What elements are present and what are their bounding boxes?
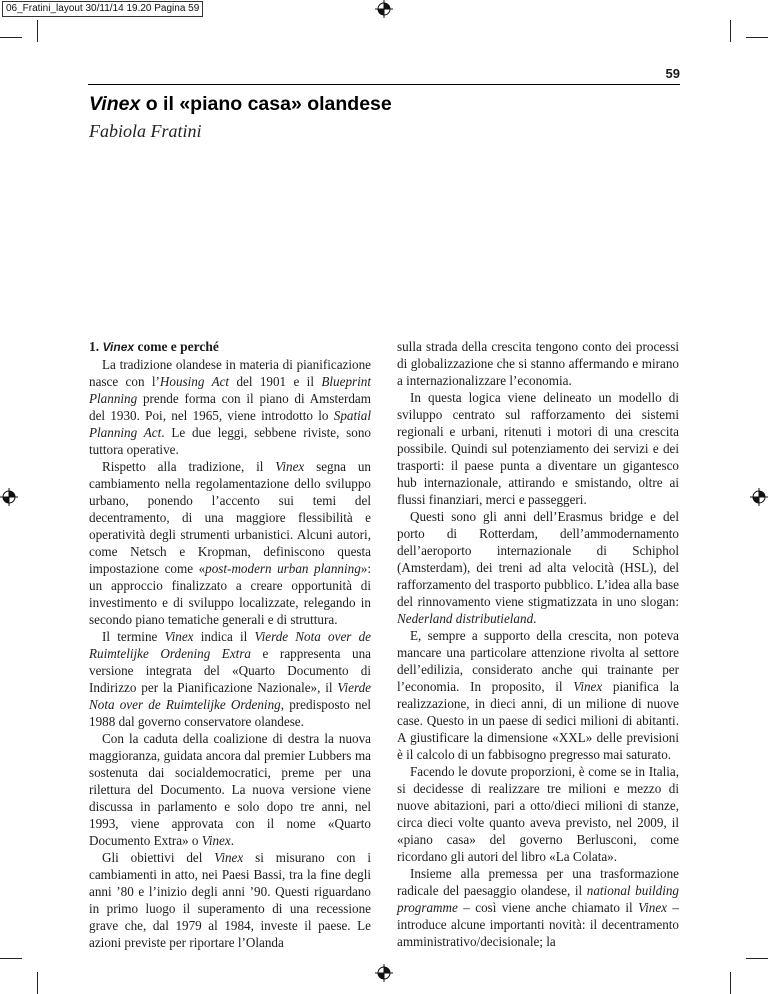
paragraph <box>89 730 371 849</box>
text-run: pianifica la realizzazione, in dieci anni, di un milione di nuove case. Questo in un paese di sedici milioni di abitanti. A giustificare la dimensione «XXL» delle previsioni è il calcolo di un fabbisogno pregresso mai saturato. <box>397 679 679 762</box>
registration-mark-right-icon <box>750 488 768 506</box>
italic-text: Vinex <box>638 900 668 915</box>
text-run: La tradizione olandese in materia di pianificazione nasce con l’ <box>89 357 371 389</box>
article-title-italic: Vinex <box>89 93 141 115</box>
text-run: Facendo le dovute proporzioni, è come se in Italia, si decidesse di realizzare tre milioni e mezzo di nuove abitazioni, pari a otto/dieci milioni di stanze, circa dieci volte quanto aveva previsto, nel 2009, il «piano casa» del governo Berlusconi, come ricordano gli autori del libro «La Colata». <box>397 764 679 864</box>
italic-text: Vinex <box>164 629 194 644</box>
right-column <box>397 338 679 950</box>
text-run: prende forma con il piano di Amsterdam del 1930. Poi, nel 1965, viene introdotto lo <box>89 391 371 423</box>
text-run: e rappresenta una versione integrata del «Quarto Documento di Indirizzo per la Pianificazione Nazionale», il <box>89 646 372 695</box>
header-rule <box>88 84 680 85</box>
text-run: Il termine <box>102 629 165 644</box>
section-number: 1. <box>89 339 100 354</box>
registration-mark-left-icon <box>0 488 18 506</box>
crop-mark-top-right-v <box>730 20 731 42</box>
text-run: segna un cambiamento nella regolamentazione dello sviluppo urbano, ponendo l’accento sui temi del decentramento, di una maggiore flessibilità e operatività degli strumenti urbanistici. Alcuni autori, come Netsch e Kropman, definiscono questa impostazione come « <box>89 459 371 576</box>
page-number: 59 <box>665 66 680 81</box>
paragraph <box>397 865 679 950</box>
text-run: Gli obiettivi del <box>102 850 215 865</box>
section-heading-rest: come e perché <box>134 339 219 354</box>
text-run: sulla strada della crescita tengono conto dei processi di globalizzazione che si stanno affermando e mirano a internazionalizzare l’economia. <box>397 339 679 388</box>
paragraph <box>397 508 679 627</box>
crop-mark-bottom-right-v <box>730 972 731 994</box>
paragraph <box>397 389 679 508</box>
italic-text: Vierde Nota over de Ruimtelijke Ordening Extra <box>89 629 372 661</box>
left-column <box>89 338 371 951</box>
italic-text: Housing Act <box>159 374 230 389</box>
section-heading <box>89 338 371 356</box>
text-run: del 1901 e il <box>229 374 322 389</box>
crop-mark-bottom-right-h <box>746 958 768 959</box>
text-run: In questa logica viene delineato un modello di sviluppo centrato sul rafforzamento dei sistemi regionali e urbani, ritenuti i motori di una crescita possibile. Quindi sul potenziamento dei servizi e dei trasporti: il paese punta a diventare un gigantesco hub internazionale, attirando e smistando, oltre ai flussi finanziari, merci e passeggeri. <box>397 390 679 507</box>
text-run: Con la caduta della coalizione di destra la nuova maggioranza, guidata ancora dal premier Lubbers ma sostenuta dai socialdemocratici, preme per una rilettura del Documento. La nuova versione viene discussa in parlamento e solo dopo tre anni, nel 1993, viene approvata con il nome «Quarto Documento Extra» o <box>89 731 371 848</box>
paragraph <box>89 356 371 458</box>
paragraph <box>89 849 371 951</box>
paragraph <box>397 338 679 389</box>
italic-text: national building programme <box>397 883 679 915</box>
print-slug: 06_Fratini_layout 30/11/14 19.20 Pagina 59 <box>2 1 203 17</box>
crop-mark-bottom-left-v <box>37 972 38 994</box>
crop-mark-bottom-left-h <box>0 958 22 959</box>
paragraph <box>89 458 371 628</box>
italic-text: Vinex <box>214 850 244 865</box>
italic-text: Vinex <box>573 679 603 694</box>
paragraph <box>397 627 679 763</box>
section-heading-italic: Vinex <box>102 340 135 354</box>
italic-text: Blueprint Planning <box>89 374 371 406</box>
text-run: . Le due leggi, sebbene riviste, sono tuttora operative. <box>89 425 371 457</box>
text-run: . <box>533 611 537 626</box>
text-run: si misurano con i cambiamenti in atto, nei Paesi Bassi, tra la fine degli anni ’80 e l’inizio degli anni ’90. Questi riguardano in primo luogo il superamento di una recessione grave che, dal 1979 al 1984, investe il paese. Le azioni previste per riportare l’Olanda <box>89 850 372 950</box>
registration-mark-top-icon <box>375 0 393 18</box>
registration-mark-bottom-icon <box>375 964 393 982</box>
text-run: Questi sono gli anni dell’Erasmus bridge e del porto di Rotterdam, dell’ammodernamento dell’aeroporto internazionale di Schiphol (Amsterdam), dei treni ad alta velocità (HSL), del rafforzamento del trasporto pubblico. L’idea alla base del rinnovamento viene stigmatizzata in uno slogan: <box>397 509 679 609</box>
italic-text: Vierde Nota over de Ruimtelijke Ordening <box>89 680 371 712</box>
paragraph <box>397 763 679 865</box>
italic-text: post-modern urban planning <box>205 561 361 576</box>
paragraph <box>89 628 371 730</box>
italic-text: Spatial Planning Act <box>89 408 371 440</box>
text-run: E, sempre a supporto della crescita, non poteva mancare una particolare attenzione rivolta al settore dell’edilizia, considerato anche qui trainante per l’economia. In proposito, il <box>397 628 679 694</box>
text-run: Insieme alla premessa per una trasformazione radicale del paesaggio olandese, il <box>397 866 679 898</box>
text-run: . <box>230 833 234 848</box>
left-column-body <box>89 356 371 951</box>
text-run: – così viene anche chiamato il <box>457 900 639 915</box>
text-run: indica il <box>193 629 255 644</box>
right-column-body <box>397 338 679 950</box>
text-run: »: un approccio finalizzato a creare opportunità di investimento e di sviluppo localizzate, relegando in secondo piano tematiche generali e di struttura. <box>89 561 371 627</box>
crop-mark-top-right-h <box>746 37 768 38</box>
text-run: Rispetto alla tradizione, il <box>102 459 276 474</box>
article-title-rest: o il «piano casa» olandese <box>140 93 392 115</box>
article-author: Fabiola Fratini <box>89 121 202 141</box>
crop-mark-top-left-h <box>0 37 22 38</box>
text-run: , predisposto nel 1988 dal governo conservatore olandese. <box>89 697 372 729</box>
text-run: – introduce alcune importanti novità: il decentramento amministrativo/decisionale; la <box>397 900 680 949</box>
crop-mark-top-left-v <box>37 20 38 42</box>
italic-text: Nederland distributieland <box>397 611 534 626</box>
article-title <box>89 93 392 116</box>
italic-text: Vinex <box>201 833 231 848</box>
italic-text: Vinex <box>275 459 305 474</box>
